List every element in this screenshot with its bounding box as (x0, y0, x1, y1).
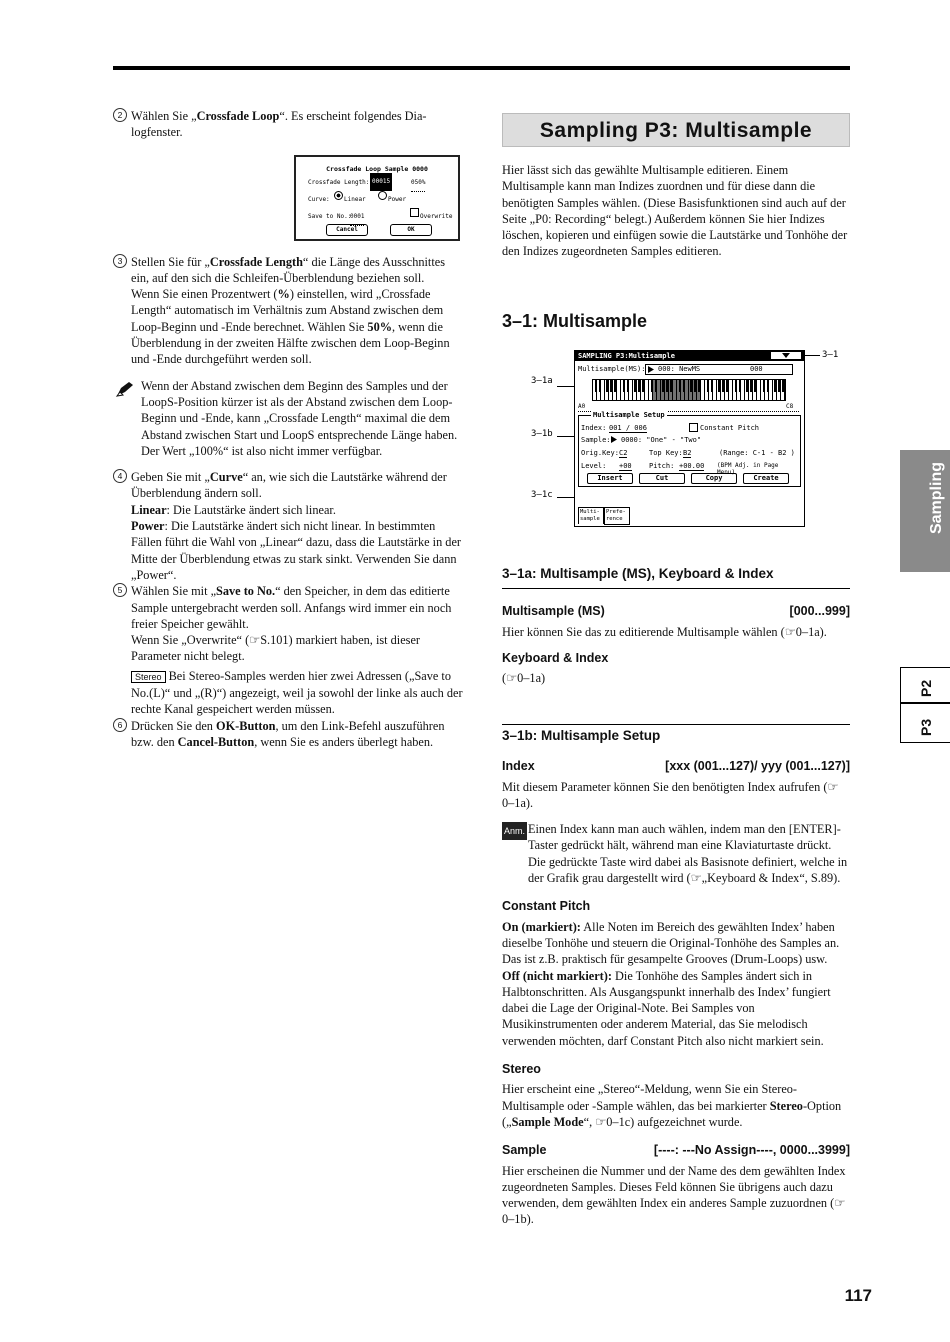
cp-param (502, 898, 850, 914)
crossfade-dialog (294, 155, 460, 241)
curve-label: Curve: (308, 195, 330, 203)
step-2 (113, 108, 463, 141)
param-range: [----: ---No Assign----, 0000...3999] (653, 1143, 850, 1158)
param-text: (☞0–1a) (502, 671, 546, 686)
text: Wählen Sie „ (131, 109, 197, 123)
overwrite-checkbox[interactable] (410, 208, 419, 217)
triangle-right-icon (611, 436, 617, 443)
side-tab-sampling[interactable] (900, 450, 950, 572)
text-bold: 50% (367, 319, 393, 334)
text-bold: Crossfade Loop (196, 109, 280, 123)
text: “ an, wie sich die Lautstärke während der Überblendung ändern soll. (131, 470, 447, 501)
text: , wenn Sie es anders überlegt haben. (254, 734, 434, 749)
dialog-title: Crossfade Loop Sample 0000 (326, 164, 428, 173)
text-bold: OK-Button (216, 718, 276, 733)
bpm-text: (BPM Adj. in Page Menu) (717, 462, 779, 476)
side-tab-label: Sampling (928, 462, 945, 535)
anm-text: Einen Index kann man auch wählen, indem man den [ENTER]-Taster gedrückt hält, während man eine Klaviaturtaste drückt. Die gedrückte Taste wird dabei als Basisnote definiert, welche in der Grafik grau dargestellt wird (☞„Keyboard & Index“, S.89). (528, 822, 848, 886)
section-1b (502, 724, 850, 1228)
section-1a-heading: 3–1a: Multisample (MS), Keyboard & Index (502, 566, 850, 589)
triangle-right-icon (648, 366, 654, 373)
side-tab-label: P2 (918, 679, 934, 697)
constant-pitch-label: Constant Pitch (700, 424, 760, 432)
setup-box (578, 411, 801, 487)
step-number: 6 (113, 718, 127, 732)
index-param (502, 758, 850, 774)
index-range-highlight (653, 380, 701, 400)
top-key-value[interactable]: B2 (683, 449, 692, 457)
linear-radio[interactable] (334, 191, 343, 200)
param-name: Multisample (MS) (502, 604, 605, 619)
keyboard[interactable] (592, 379, 786, 401)
stereo-badge: Stereo (131, 671, 166, 683)
tab-label: sample (580, 516, 600, 522)
param-name: Stereo (502, 1062, 541, 1077)
triangle-down-icon (782, 353, 790, 359)
screen-figure (502, 348, 850, 528)
note-block (113, 378, 463, 459)
orig-key-label: Orig.Key: (581, 449, 619, 457)
lcd-screen (574, 350, 805, 527)
page-menu-button[interactable] (771, 352, 801, 359)
level-label: Level: (581, 462, 607, 470)
constant-pitch-checkbox[interactable] (689, 423, 698, 432)
save-value[interactable]: 0001 (350, 209, 364, 226)
text: “ den Speicher, in dem das editierte Sample untergebracht werden soll. Anfangs wird immer ein noch freier Speicher gewählt. (131, 584, 452, 631)
step-number: 5 (113, 583, 127, 597)
create-button[interactable]: Create (743, 473, 789, 484)
text: Stellen Sie für „ (131, 254, 210, 269)
key-high: C8 (786, 403, 794, 410)
text-bold: Sample Mode (511, 1114, 584, 1129)
left-column (113, 108, 463, 750)
text: Drücken Sie den (131, 718, 217, 733)
key-low: A0 (578, 403, 586, 410)
sample-label: Sample: (581, 436, 611, 444)
step-number: 3 (113, 254, 127, 268)
text: -Option („ (502, 1098, 842, 1129)
param-name: Keyboard & Index (502, 650, 609, 665)
orig-key-value[interactable]: C2 (619, 449, 628, 457)
save-label: Save to No.: (308, 212, 352, 220)
text: : Die Lautstärke ändert sich linear. (166, 502, 336, 517)
lcd-header-title: SAMPLING P3:Multisample (578, 352, 675, 360)
side-tab-label: P3 (918, 718, 934, 736)
power-label: Power (388, 195, 407, 203)
text: “. Es erscheint folgendes Dia-logfenster. (131, 109, 427, 140)
text: Bei Stereo-Samples werden hier zwei Adressen („Save to No.(L)“ und „(R)“) angezeigt, weil ja sowohl der linke als auch der rechte Kanal gespeichert werden müssen. (131, 668, 463, 717)
text: Hier erscheint eine „Stereo“-Meldung, wenn Sie ein Stereo-Multisample oder -Sample wählen, das bei markierter (502, 1082, 798, 1113)
text: : Die Lautstärke ändert sich nicht linear. In bestimmten Fällen führt die Wahl von „Linear“ dazu, dass die Lautstärke in der Mitte der Überblendung etwas zu stark sinkt. Verwenden Sie dann „Power“. (131, 519, 461, 582)
page-number: 117 (844, 1286, 872, 1305)
param-name: Index (502, 759, 535, 774)
cut-button[interactable]: Cut (639, 473, 685, 484)
text: Wählen Sie mit „ (131, 584, 217, 599)
callout-1: 3–1 (822, 350, 839, 360)
step-4 (113, 469, 463, 583)
stereo-param (502, 1061, 850, 1077)
text-bold: On (markiert): (502, 919, 581, 934)
tab-multisample[interactable] (578, 507, 604, 524)
text: Geben Sie mit „ (131, 470, 210, 485)
param-range: [000...999] (789, 604, 850, 619)
text-bold: Cancel-Button (177, 734, 255, 749)
intro-text: Hier lässt sich das gewählte Multisample editieren. Einem Multisample kann man Indizes zuordnen und für diese dann die benötigten Samples wählen. (Diese Basisfunktionen sind auch auf der Seite „P0: Recording“ belegt.) Außerdem können Sie hier Indizes löschen, kopieren und einfügen sowie die Lautstärke und Tonhöhe der den Indizes zugeordneten Samples editieren. (502, 163, 848, 259)
param-range: [xxx (001...127)/ yyy (001...127)] (665, 759, 850, 774)
text: , wenn die Überblendung in der zweiten Hälfte zwischen dem Loop-Beginn und -Ende durchgeführt werden soll. (131, 319, 450, 367)
tab-label: Prefe- (606, 509, 626, 515)
param-name: Sample (502, 1143, 547, 1158)
setup-title: Multisample Setup (593, 411, 665, 419)
text: ) einstellen, wird „Crossfade Length“ automatisch im Verhältnis zum Abstand zwischen dem Loop-Beginn und -Ende berechnet. Wählen Sie (131, 287, 444, 334)
param-text: Hier erscheinen die Nummer und der Name des dem gewählten Index zugeordneten Samples. Dieses Feld können Sie übrigens auch dazu verwenden, dem gewählten Index ein anderes Sample zuzuordnen (☞0–1b). (502, 1163, 846, 1227)
text: Die Tonhöhe des Samples ändert sich in Halbtonschritten. Als Ausgangspunkt innerhalb des Index’ fungiert dabei die Lage der Original-Note. Bei Samples von Musikinstrumenten oder anderem Material, das Sie melodisch verwenden möchten, darf Constant Pitch also nicht markiert sein. (502, 968, 831, 1048)
text-bold: Power (131, 519, 165, 534)
side-tab-p2[interactable] (900, 667, 950, 703)
overwrite-label: Overwrite (420, 212, 453, 220)
length-value[interactable]: 00015 (370, 173, 392, 191)
param-text: Hier können Sie das zu editierende Multisample wählen (☞0–1a). (502, 624, 827, 639)
linear-label: Linear (344, 195, 366, 203)
text: Wenn Sie einen Prozentwert ( (131, 287, 278, 302)
section-1b-heading: 3–1b: Multisample Setup (502, 724, 850, 744)
text: Alle Noten im Bereich des gewählten Index’ haben dieselbe Tonhöhe und steuern die Original-Tonhöhe des Samples an. Das ist z.B. praktisch für gesampelte Grooves (Drum-Loops) usw. (502, 919, 840, 967)
top-key-label: Top Key: (649, 449, 683, 457)
section-heading: 3–1: Multisample (502, 311, 648, 331)
text-bold: % (277, 287, 290, 302)
copy-button[interactable]: Copy (691, 473, 737, 484)
tab-label: rence (606, 516, 623, 522)
text-bold: Crossfade Length (209, 254, 303, 269)
anm-badge: Anm. (502, 822, 527, 840)
level-value[interactable]: +00 (619, 462, 632, 470)
text: “, ☞0–1c) aufgezeichnet wurde. (583, 1114, 743, 1129)
intro-block (502, 162, 850, 260)
cancel-button[interactable]: Cancel (326, 224, 368, 236)
ok-button[interactable]: OK (390, 224, 432, 236)
index-label: Index: (581, 424, 607, 432)
text-bold: Off (nicht markiert): (502, 968, 612, 983)
sample-value[interactable]: 0000: "One" - "Two" (621, 436, 702, 444)
text: Wenn Sie „Overwrite“ (☞S.101) markiert haben, ist dieser Parameter nicht belegt. (131, 633, 421, 664)
ms-count: 000 (750, 365, 763, 373)
text-bold: Save to No. (216, 584, 276, 599)
top-rule (113, 66, 850, 70)
tab-label: Multi- (580, 509, 600, 515)
ms-param (502, 603, 850, 619)
range-text: (Range: C-1 - B2 ) (719, 449, 795, 457)
ms-field[interactable] (645, 364, 793, 375)
callout-1a: 3–1a (531, 376, 553, 386)
insert-button[interactable]: Insert (587, 473, 633, 484)
page-title: Sampling P3: Multisample (502, 113, 850, 147)
step-3 (113, 254, 463, 368)
callout-1b: 3–1b (531, 429, 553, 439)
text-bold: Stereo (769, 1098, 803, 1113)
length-percent[interactable]: 050% (411, 175, 425, 192)
pencil-note-icon (115, 380, 135, 398)
side-tab-p3[interactable] (900, 703, 950, 743)
index-value[interactable]: 001 / 006 (609, 424, 647, 432)
step-number: 4 (113, 469, 127, 483)
sample-param (502, 1142, 850, 1158)
section-1a (502, 566, 850, 686)
step-6 (113, 718, 463, 751)
text: “ die Länge des Ausschnittes ein, auf den sich die Schleifen-Überblendung beziehen soll. (131, 254, 445, 285)
note-text: Wenn der Abstand zwischen dem Beginn des Samples und der LoopS-Position kürzer ist als der Abstand zwischen dem Loop-Beginn und -Ende, kann „Crossfade Length“ maximal die dem Abstand zwischen Start und LoopS entsprechende Länge haben. Der Wert „100%“ ist also nicht immer verfügbar. (141, 378, 458, 458)
text-bold: Linear (131, 502, 167, 517)
pitch-value[interactable]: +00.00 (679, 462, 705, 470)
text-bold: Curve (209, 470, 243, 485)
ms-value: 000: NewMS (658, 365, 701, 373)
lcd-header (575, 351, 804, 361)
kb-param (502, 650, 850, 666)
param-text: Mit diesem Parameter können Sie den benötigten Index aufrufen (☞0–1a). (502, 779, 839, 810)
pitch-label: Pitch: (649, 462, 675, 470)
tab-preference[interactable] (604, 507, 630, 525)
step-5 (113, 583, 463, 717)
step-number: 2 (113, 108, 127, 122)
power-radio[interactable] (378, 191, 387, 200)
anm-note (502, 821, 850, 886)
ms-label: Multisample(MS): (578, 365, 646, 373)
length-label: Crossfade Length: (308, 178, 370, 186)
callout-1c: 3–1c (531, 490, 553, 500)
param-name: Constant Pitch (502, 899, 591, 914)
text: , um den Link-Befehl auszuführen bzw. den (131, 718, 445, 749)
